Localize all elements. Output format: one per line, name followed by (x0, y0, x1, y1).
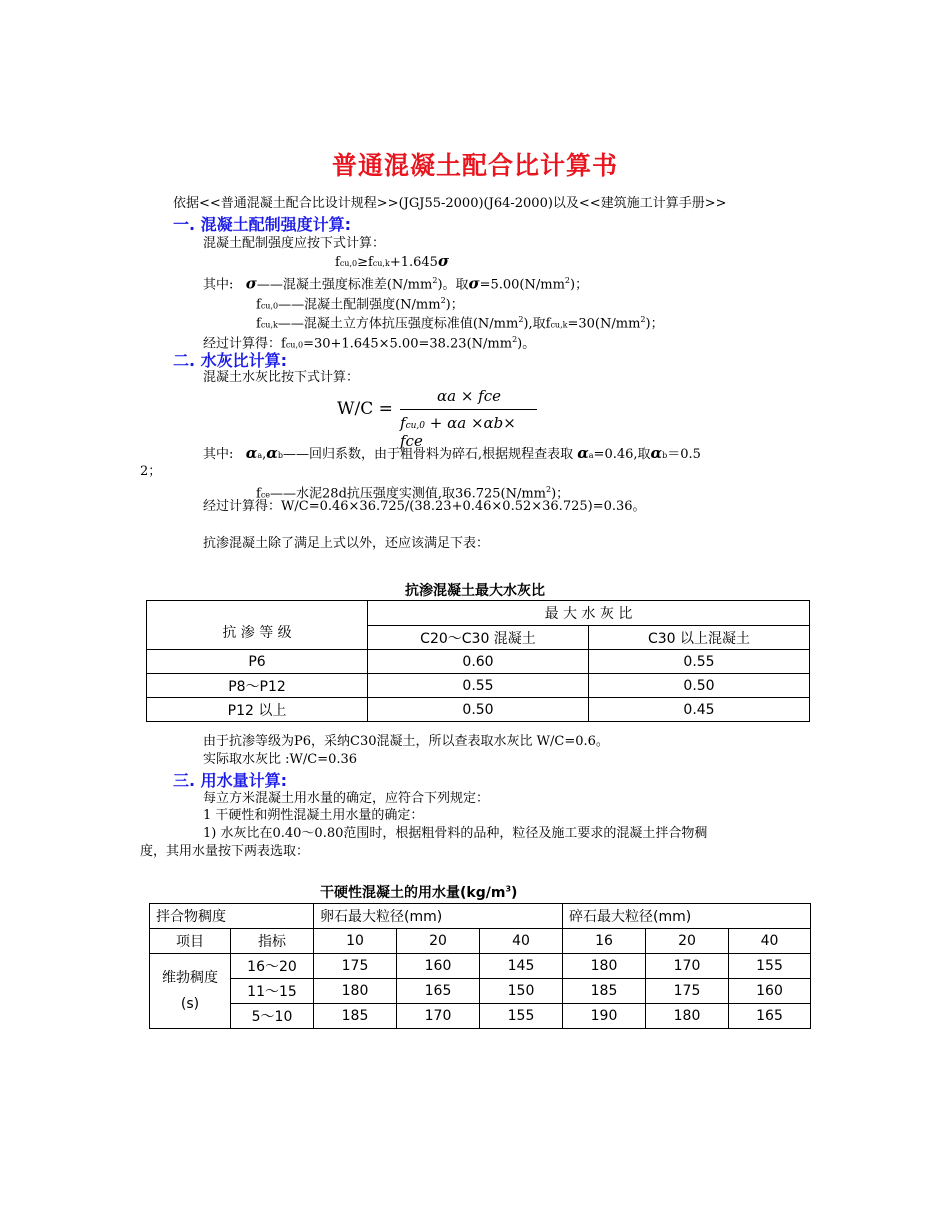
seepage-intro: 抗渗混凝土除了满足上式以外，还应该满足下表： (203, 536, 490, 551)
table-row (150, 1004, 811, 1029)
table2-cell: 155 (480, 1004, 563, 1029)
s2-where-1: 其中: αa,αb——回归系数，由于粗骨料为碎石,根据规程查表取 αa=0.46,取αb＝0.5 (203, 444, 701, 462)
s1-where-3: fcu,k——混凝土立方体抗压强度标准值$(N/mm^2)$,取$fcu,k=30(N/mm^2)$； (256, 315, 664, 332)
table2-cell: 170 (646, 954, 729, 979)
table2-gravel-header: 碎石最大粒径(mm) (563, 904, 811, 929)
table2-cell: 190 (563, 1004, 646, 1029)
table2-size-header: 20 (397, 929, 480, 954)
table1-group-header: 最 大 水 灰 比 (368, 601, 810, 626)
table2-caption: 干硬性混凝土的用水量$(kg/m^3)$ (320, 884, 518, 901)
table2-size-header: 10 (314, 929, 397, 954)
wc-formula-lhs: W/C = (337, 399, 393, 419)
s1-intro: 混凝土配制强度应按下式计算： (203, 236, 386, 251)
table1-cell: 0.45 (589, 698, 810, 722)
table-row (150, 954, 811, 979)
table1-cell: 0.50 (368, 698, 589, 722)
s3-line-4: 度，其用水量按下两表选取： (140, 844, 310, 859)
wc-formula-numerator: αa × fce (437, 387, 502, 405)
table2-cell: 160 (397, 954, 480, 979)
basis-line: 依据<<普通混凝土配合比设计规程>>(JGJ55-2000)(J64-2000)以及<<建筑施工计算手册>> (173, 196, 727, 211)
table2-index-cell: 11～15 (231, 979, 314, 1004)
table1-cell: P8～P12 (147, 674, 368, 698)
table2-cell: 150 (480, 979, 563, 1004)
table1-sub-header: C30 以上混凝土 (589, 626, 810, 650)
table2-size-header: 20 (646, 929, 729, 954)
fraction-bar (400, 409, 537, 410)
table2-index-cell: 16～20 (231, 954, 314, 979)
table2-item-header: 项目 (150, 929, 231, 954)
s3-line-1: 每立方米混凝土用水量的确定，应符合下列规定： (203, 791, 490, 806)
s3-line-3: 1) 水灰比在0.40～0.80范围时，根据粗骨料的品种，粒径及施工要求的混凝土拌合物稠 (203, 826, 708, 841)
table1-cell: 0.60 (368, 650, 589, 674)
table2-cell: 180 (314, 979, 397, 1004)
wc-formula (337, 387, 542, 450)
table1-cell: P6 (147, 650, 368, 674)
table2-cell: 185 (563, 979, 646, 1004)
table1-caption: 抗渗混凝土最大水灰比 (405, 583, 545, 599)
table2-index-cell: 5～10 (231, 1004, 314, 1029)
table-row (147, 674, 810, 698)
page-title: 普通混凝土配合比计算书 (331, 151, 618, 180)
table2-cell: 165 (397, 979, 480, 1004)
table1 (146, 600, 810, 722)
table2-size-header: 40 (729, 929, 811, 954)
table-row (147, 698, 810, 722)
table2-consistency-header: 拌合物稠度 (150, 904, 314, 929)
table2-size-header: 16 (563, 929, 646, 954)
table2-cell: 165 (729, 1004, 811, 1029)
table-row (147, 650, 810, 674)
table1-col1-header: 抗 渗 等 级 (147, 601, 368, 650)
table2-index-header: 指标 (231, 929, 314, 954)
table1-cell: 0.55 (368, 674, 589, 698)
table2-size-header: 40 (480, 929, 563, 954)
section-3-heading: 三. 用水量计算: (173, 771, 288, 790)
after-table1-line-2: 实际取水灰比 :W/C=0.36 (203, 752, 358, 767)
table-row (150, 979, 811, 1004)
s2-result: 经过计算得：W/C=0.46×36.725/(38.23+0.46×0.52×36.725)=0.36。 (203, 499, 646, 514)
table2-cell: 180 (563, 954, 646, 979)
table2-row-label: 维勃稠度 (s) (150, 954, 231, 1029)
table1-cell: 0.55 (589, 650, 810, 674)
table2-cell: 180 (646, 1004, 729, 1029)
section-1-heading: 一. 混凝土配制强度计算: (173, 215, 352, 234)
table2-cell: 170 (397, 1004, 480, 1029)
s1-where-2: fcu,0——混凝土配制强度$(N/mm^2)$； (256, 296, 464, 313)
table2-cell: 160 (729, 979, 811, 1004)
table1-cell: P12 以上 (147, 698, 368, 722)
wc-formula-denominator: fcu,0 + αa ×αb× fce (400, 414, 516, 450)
s1-where-1: 其中: σ——混凝土强度标准差$(N/mm^2)$。取$\sigma=5.00(N/mm^2)$； (203, 274, 589, 293)
s1-formula: fcu,0≥fcu,k+1.645σ (335, 252, 449, 270)
table2-cell: 155 (729, 954, 811, 979)
table1-cell: 0.50 (589, 674, 810, 698)
table2 (149, 903, 811, 1029)
s2-where-2: fce——水泥28d抗压强度实测值,取$36.725(N/mm^2)$； (256, 485, 570, 502)
after-table1-line-1: 由于抗渗等级为P6，采纳C30混凝土，所以查表取水灰比 W/C=0.6。 (203, 734, 609, 749)
table2-cell: 185 (314, 1004, 397, 1029)
s2-intro: 混凝土水灰比按下式计算： (203, 370, 360, 385)
table2-cell: 145 (480, 954, 563, 979)
table2-cell: 175 (646, 979, 729, 1004)
s1-result: 经过计算得：$fcu,0=30+1.645\times 5.00=38.23(N/mm^2)$。 (203, 335, 536, 352)
section-2-heading: 二. 水灰比计算: (173, 351, 288, 370)
s3-line-2: 1 干硬性和朔性混凝土用水量的确定： (203, 808, 424, 823)
table2-cell: 175 (314, 954, 397, 979)
s2-where-1-wrap: 2； (140, 464, 162, 479)
table2-pebble-header: 卵石最大粒径(mm) (314, 904, 563, 929)
table1-sub-header: C20～C30 混凝土 (368, 626, 589, 650)
